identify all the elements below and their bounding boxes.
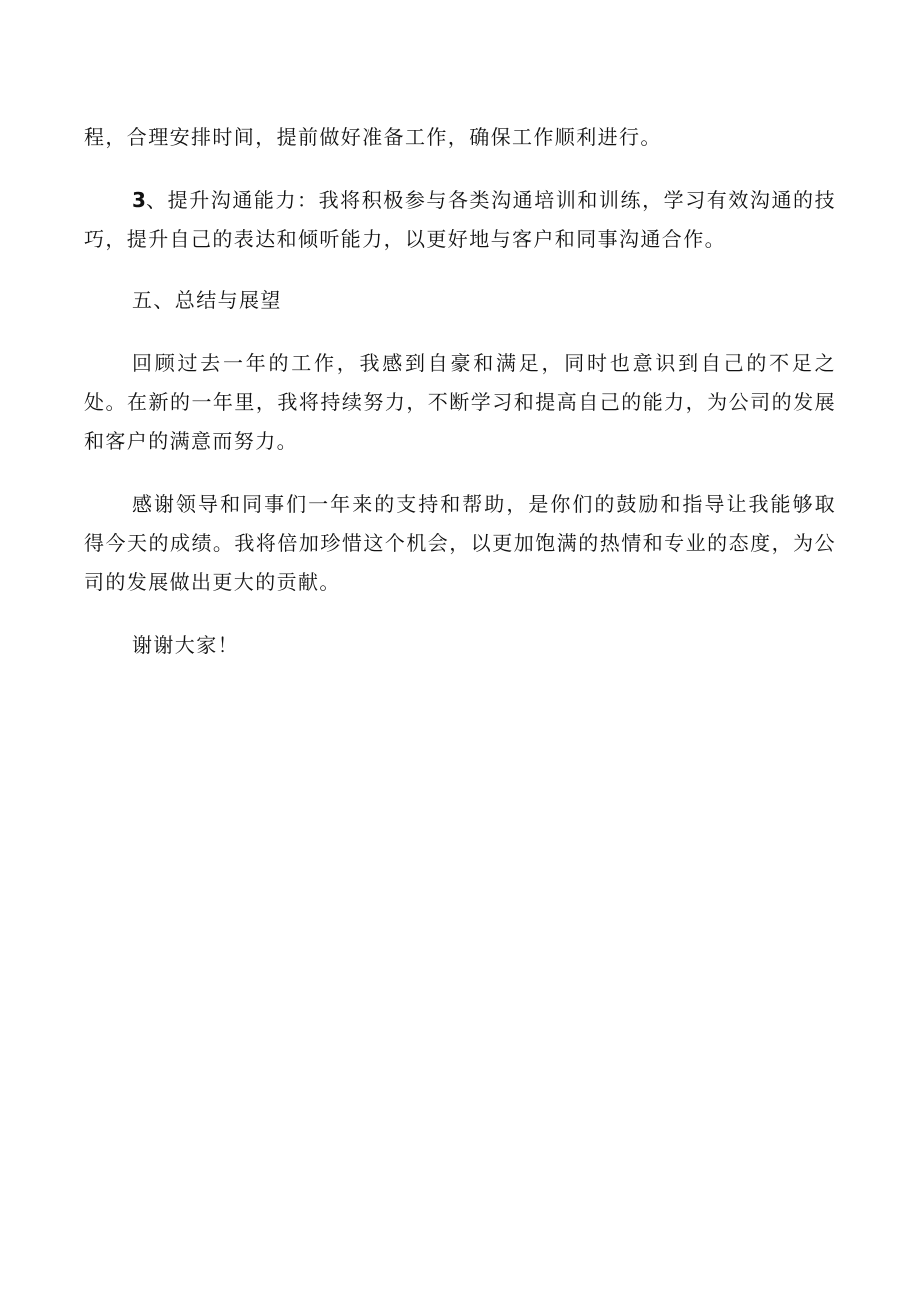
document-body <box>84 118 836 665</box>
paragraph-communication-improvement <box>84 181 836 259</box>
section-heading-summary-outlook: 五、总结与展望 <box>132 288 282 312</box>
paragraph-schedule-continued: 程，合理安排时间，提前做好准备工作，确保工作顺利进行。 <box>84 125 662 149</box>
paragraph-thanks: 感谢领导和同事们一年来的支持和帮助，是你们的鼓励和指导让我能够取得今天的成绩。我将倍加珍惜这个机会，以更加饱满的热情和专业的态度，为公司的发展做出更大的贡献。 <box>84 492 836 594</box>
communication-improvement-text: 、提升沟通能力：我将积极参与各类沟通培训和训练，学习有效沟通的技巧，提升自己的表达和倾听能力，以更好地与客户和同事沟通合作。 <box>84 188 836 251</box>
paragraph-year-review: 回顾过去一年的工作，我感到自豪和满足，同时也意识到自己的不足之处。在新的一年里，我将持续努力，不断学习和提高自己的能力，为公司的发展和客户的满意而努力。 <box>84 351 836 453</box>
paragraph-closing: 谢谢大家！ <box>132 633 239 657</box>
list-number: 3 <box>132 188 146 212</box>
